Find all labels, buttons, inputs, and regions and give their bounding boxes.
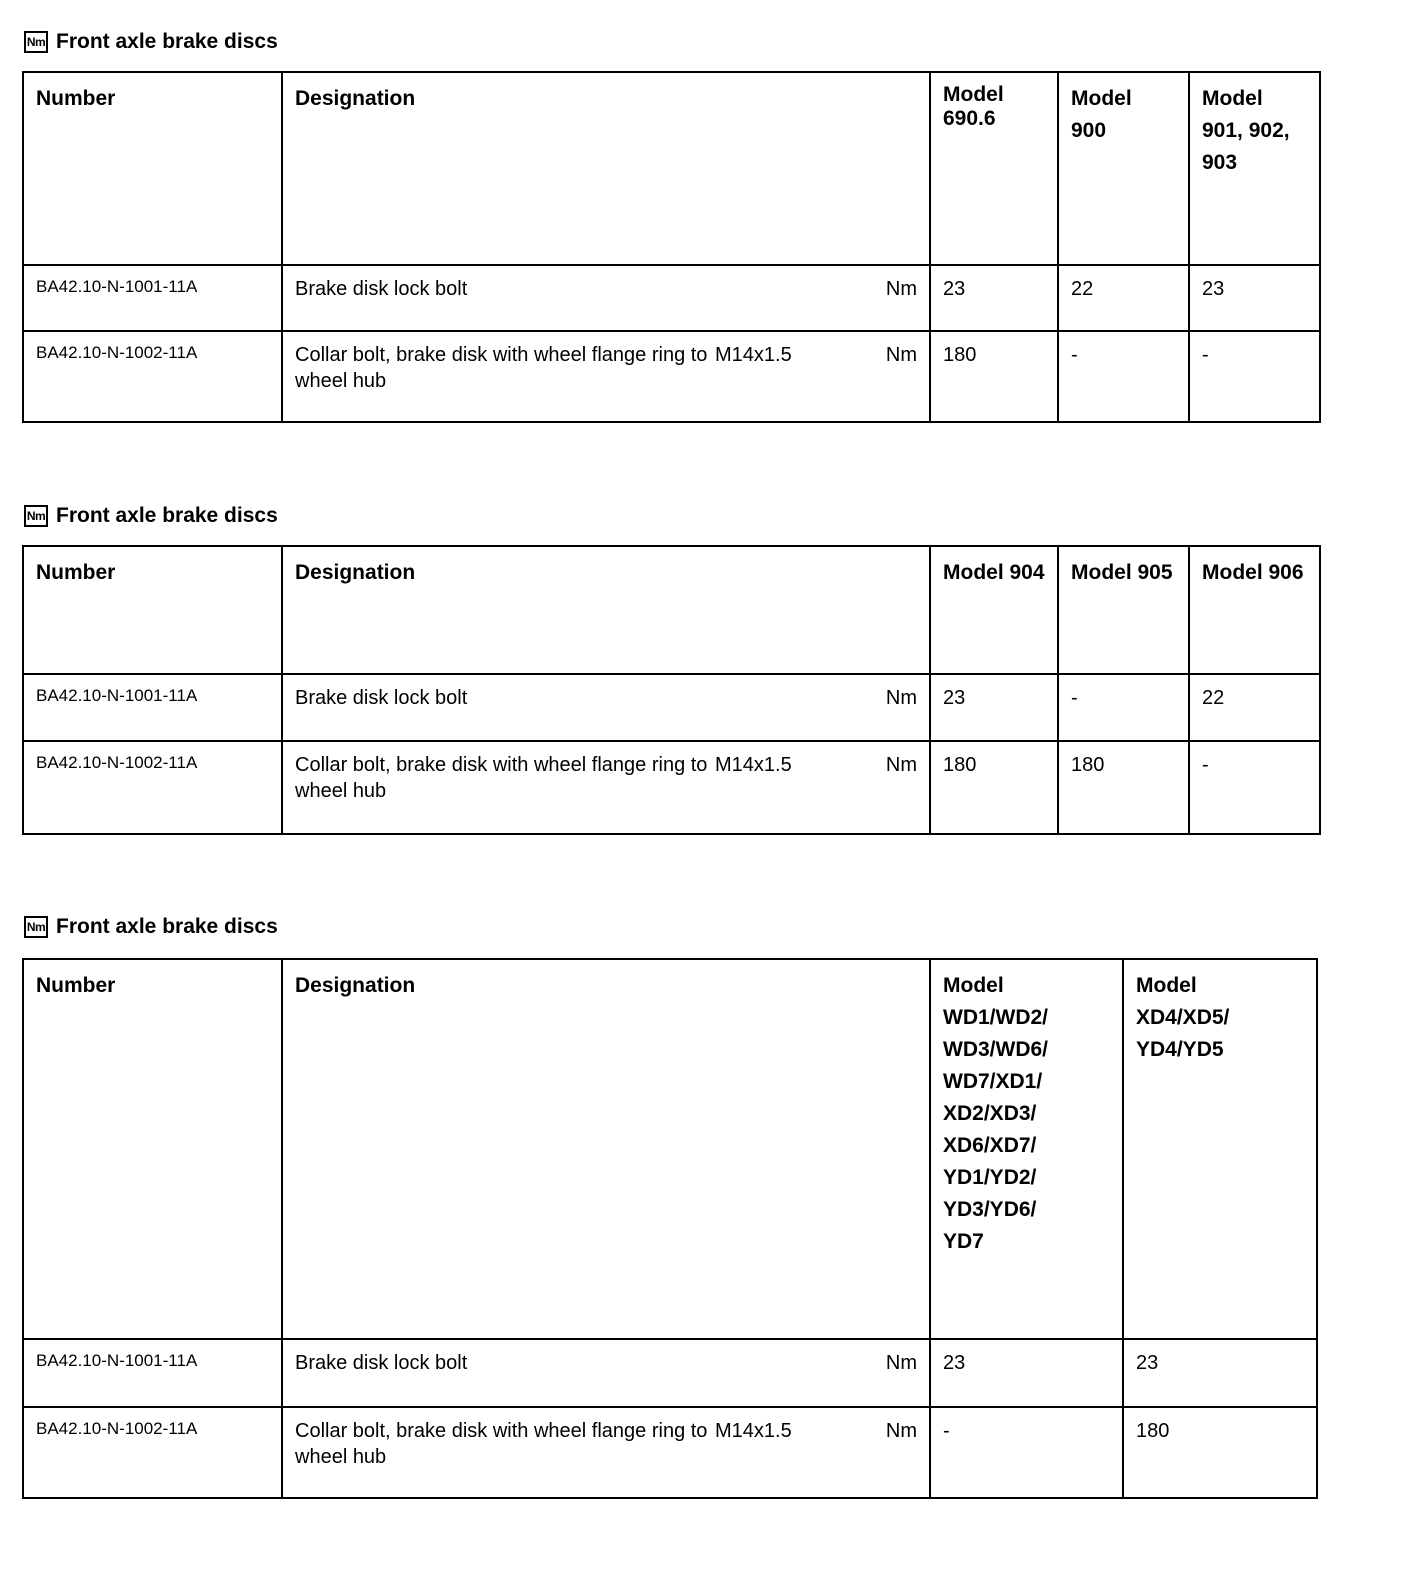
header-model: Model 905 <box>1058 546 1189 674</box>
table-row <box>23 1407 1317 1498</box>
table-row <box>23 331 1320 422</box>
designation-cell <box>282 1407 930 1498</box>
torque-value: 23 <box>1123 1339 1317 1407</box>
torque-value: - <box>930 1407 1123 1498</box>
section-title <box>24 913 278 941</box>
torque-value: 180 <box>930 741 1058 834</box>
header-number: Number <box>23 959 282 1339</box>
table-row <box>23 265 1320 331</box>
torque-table <box>22 958 1318 1499</box>
torque-value: 180 <box>930 331 1058 422</box>
designation-cell <box>282 265 930 331</box>
thread-size: M14x1.5 <box>715 344 792 366</box>
header-row <box>23 72 1320 265</box>
table-row <box>23 1339 1317 1407</box>
torque-value: 23 <box>930 265 1058 331</box>
designation-text: Brake disk lock bolt <box>295 687 468 709</box>
thread-size <box>715 1350 863 1376</box>
torque-value: - <box>1058 674 1189 741</box>
thread-size: M14x1.5 <box>715 754 792 776</box>
part-number: BA42.10-N-1001-11A <box>23 265 282 331</box>
torque-value: 22 <box>1189 674 1320 741</box>
torque-value: - <box>1189 741 1320 834</box>
unit-label: Nm <box>885 754 917 776</box>
torque-nm-icon: Nm <box>24 31 48 53</box>
unit-label: Nm <box>885 278 917 300</box>
part-number: BA42.10-N-1002-11A <box>23 331 282 422</box>
header-row <box>23 546 1320 674</box>
unit-label: Nm <box>885 1352 917 1374</box>
designation-cell <box>282 674 930 741</box>
section-title <box>24 28 278 56</box>
header-model: Model 900 <box>1058 72 1189 265</box>
designation-cell <box>282 331 930 422</box>
thread-size <box>715 685 863 711</box>
part-number: BA42.10-N-1001-11A <box>23 674 282 741</box>
part-number: BA42.10-N-1002-11A <box>23 741 282 834</box>
designation-text: Collar bolt, brake disk with wheel flange ring to wheel hub <box>295 1420 708 1468</box>
torque-value: 180 <box>1058 741 1189 834</box>
thread-size: M14x1.5 <box>715 1420 792 1442</box>
table-row <box>23 674 1320 741</box>
torque-value: 23 <box>930 674 1058 741</box>
torque-table <box>22 545 1321 835</box>
section-title-text: Front axle brake discs <box>56 504 278 527</box>
table-row <box>23 741 1320 834</box>
unit-label: Nm <box>885 687 917 709</box>
thread-size <box>715 276 863 302</box>
header-model: Model 901, 902, 903 <box>1189 72 1320 265</box>
torque-value: - <box>1058 331 1189 422</box>
designation-text: Collar bolt, brake disk with wheel flange ring to wheel hub <box>295 754 708 802</box>
header-model: Model WD1/WD2/ WD3/WD6/ WD7/XD1/ XD2/XD3/ XD6/XD7/ YD1/YD2/ YD3/YD6/ YD7 <box>930 959 1123 1339</box>
designation-cell <box>282 741 930 834</box>
torque-value: - <box>1189 331 1320 422</box>
torque-nm-icon: Nm <box>24 916 48 938</box>
designation-text: Collar bolt, brake disk with wheel flange ring to wheel hub <box>295 344 708 392</box>
designation-text: Brake disk lock bolt <box>295 1352 468 1374</box>
header-number: Number <box>23 72 282 265</box>
part-number: BA42.10-N-1002-11A <box>23 1407 282 1498</box>
header-model: Model 690.6 <box>930 72 1058 265</box>
section-title <box>24 502 278 530</box>
torque-value: 23 <box>1189 265 1320 331</box>
header-designation: Designation <box>282 959 930 1339</box>
torque-value: 180 <box>1123 1407 1317 1498</box>
torque-nm-icon: Nm <box>24 505 48 527</box>
header-designation: Designation <box>282 72 930 265</box>
header-number: Number <box>23 546 282 674</box>
torque-value: 22 <box>1058 265 1189 331</box>
part-number: BA42.10-N-1001-11A <box>23 1339 282 1407</box>
header-model: Model XD4/XD5/ YD4/YD5 <box>1123 959 1317 1339</box>
designation-text: Brake disk lock bolt <box>295 278 468 300</box>
section-title-text: Front axle brake discs <box>56 30 278 53</box>
header-designation: Designation <box>282 546 930 674</box>
header-model: Model 906 <box>1189 546 1320 674</box>
designation-cell <box>282 1339 930 1407</box>
torque-table <box>22 71 1321 423</box>
header-model: Model 904 <box>930 546 1058 674</box>
header-row <box>23 959 1317 1339</box>
unit-label: Nm <box>885 344 917 366</box>
section-title-text: Front axle brake discs <box>56 915 278 938</box>
unit-label: Nm <box>885 1420 917 1442</box>
torque-value: 23 <box>930 1339 1123 1407</box>
